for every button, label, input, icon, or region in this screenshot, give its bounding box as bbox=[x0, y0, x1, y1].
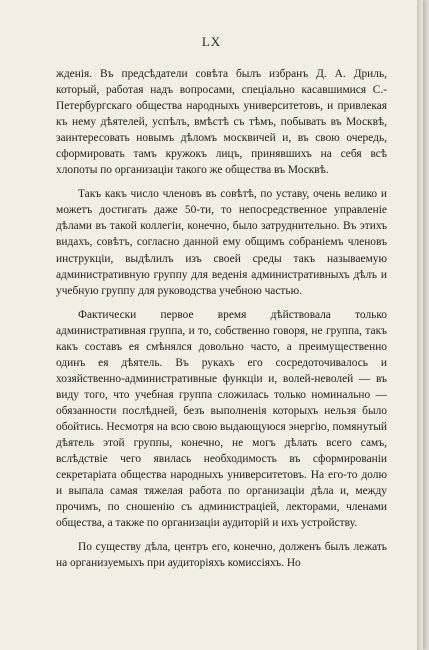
page-edge bbox=[417, 0, 423, 650]
paragraph: Фактически первое время дѣйствовала только административная группа, и то, собственно говоря, не группа, такъ какъ составъ ея смѣнялся довольно часто, а преимущественно одинъ ея дѣятель. Въ рукахъ его сосредоточивалось и хозяйственно-административные функціи и, волей-неволей — въ виду того, что учебная группа сложилась только номинально — обязанности послѣдней, безъ выполненія которыхъ нельзя было обойтись. Несмотря на всю свою выдающуюся энергію, помянутый дѣятель этой группы, конечно, не могъ дѣлать всего самъ, вслѣдствіе чего явилась необходимость въ сформированіи секретаріата общества народныхъ университетовъ. На его-то долю и выпала самая тяжелая работа по организаціи дѣла и, между прочимъ, по сношенію съ администраціей, лекторами, членами общества, а также по организаціи аудиторій и ихъ устройству. bbox=[56, 308, 387, 530]
paragraph: По существу дѣла, центръ его, конечно, долженъ былъ лежать на организуемыхъ при аудиторіяхъ комиссіяхъ. Но bbox=[56, 541, 387, 570]
paragraph: Такъ какъ число членовъ въ совѣтѣ, по уставу, очень велико и можетъ достигать даже 50-ти, то непосредственное управленіе дѣлами въ такой коллегіи, конечно, было затруднительно. Въ этихъ видахъ, совѣтъ, согласно данной ему общимъ собраніемъ членовъ инструкціи, выдѣлилъ изъ своей среды такъ называемую административную группу для веденія административныхъ дѣлъ и учебную группу для руководства учебною частью. bbox=[56, 188, 387, 297]
paragraph-continued: жденія. Въ предсѣдатели совѣта былъ избранъ Д. А. Дриль, который, работая надъ вопросами, спеціально касавшимися С.-Петербургскаго общества народныхъ университетовъ, и привлекая къ нему дѣятелей, успѣлъ, вмѣстѣ съ тѣмъ, побывать въ Москвѣ, заинтересовать новымъ дѣломъ москвичей и, въ свою очередь, сформировать тамъ кружокъ лицъ, принявшихъ на себя всѣ хлопоты по организаціи такого же общества въ Москвѣ. bbox=[56, 68, 387, 177]
page-number: LX bbox=[201, 34, 222, 49]
page-body-text bbox=[56, 66, 387, 579]
